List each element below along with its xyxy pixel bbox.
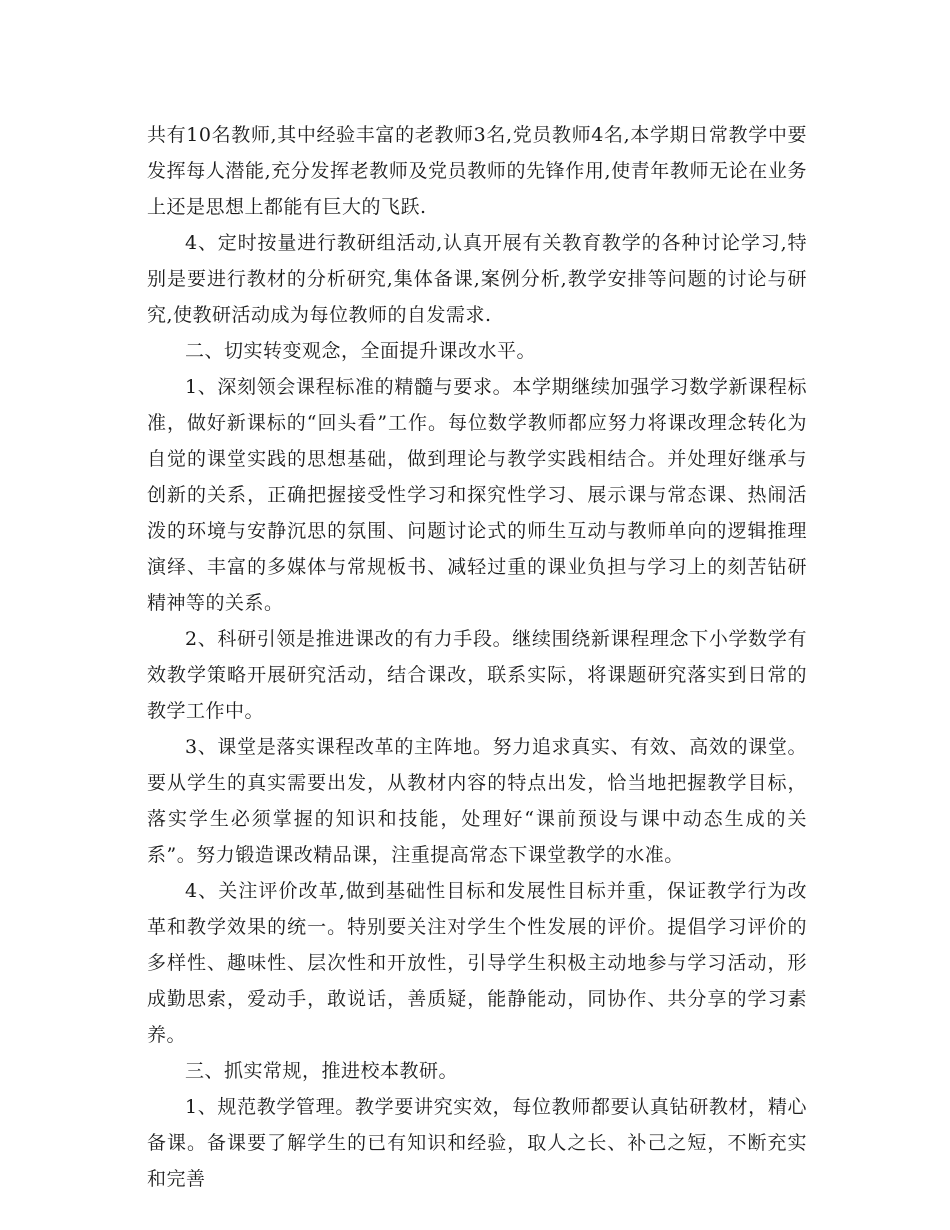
paragraph-item-4-research-group: 4、定时按量进行教研组活动,认真开展有关教育教学的各种讨论学习,特别是要进行教材的分析研究,集体备课,案例分析,教学安排等问题的讨论与研究,使教研活动成为每位教师的自发需求. bbox=[147, 232, 807, 326]
paragraph-item-1-curriculum-standards: 1、深刻领会课程标准的精髓与要求。本学期继续加强学习数学新课程标准，做好新课标的“回头看”工作。每位数学教师都应努力将课改理念转化为自觉的课堂实践的思想基础，做到理论与教学实践相结合。并处理好继承与创新的关系，正确把握接受性学习和探究性学习、展示课与常态课、热闹活泼的环境与安静沉思的氛围、问题讨论式的师生互动与教师单向的逻辑推理演绎、丰富的多媒体与常规板书、减轻过重的课业负担与学习上的刻苦钻研精神等的关系。 bbox=[147, 376, 807, 614]
paragraph-continuation: 共有10名教师,其中经验丰富的老教师3名,党员教师4名,本学期日常教学中要发挥每人潜能,充分发挥老教师及党员教师的先锋作用,使青年教师无论在业务上还是思想上都能有巨大的飞跃. bbox=[147, 124, 807, 218]
paragraph-item-1-teaching-management: 1、规范教学管理。教学要讲究实效，每位教师都要认真钻研教材，精心备课。备课要了解学生的已有知识和经验，取人之长、补己之短，不断充实和完善 bbox=[147, 1096, 807, 1190]
section-heading-3: 三、抓实常规，推进校本教研。 bbox=[185, 1060, 459, 1082]
document-body bbox=[147, 117, 807, 1197]
paragraph-item-3-classroom: 3、课堂是落实课程改革的主阵地。努力追求真实、有效、高效的课堂。要从学生的真实需要出发，从教材内容的特点出发，恰当地把握教学目标，落实学生必须掌握的知识和技能，处理好“课前预设与课中动态生成的关系”。努力锻造课改精品课，注重提高常态下课堂教学的水准。 bbox=[147, 736, 807, 866]
paragraph-item-4-evaluation: 4、关注评价改革,做到基础性目标和发展性目标并重，保证教学行为改革和教学效果的统一。特别要关注对学生个性发展的评价。提倡学习评价的多样性、趣味性、层次性和开放性，引导学生积极主动地参与学习活动，形成勤思索，爱动手，敢说话，善质疑，能静能动，同协作、共分享的学习素养。 bbox=[147, 880, 807, 1046]
section-heading-2: 二、切实转变观念，全面提升课改水平。 bbox=[185, 340, 537, 362]
paragraph-item-2-research-lead: 2、科研引领是推进课改的有力手段。继续围绕新课程理念下小学数学有效教学策略开展研究活动，结合课改，联系实际，将课题研究落实到日常的教学工作中。 bbox=[147, 628, 807, 722]
